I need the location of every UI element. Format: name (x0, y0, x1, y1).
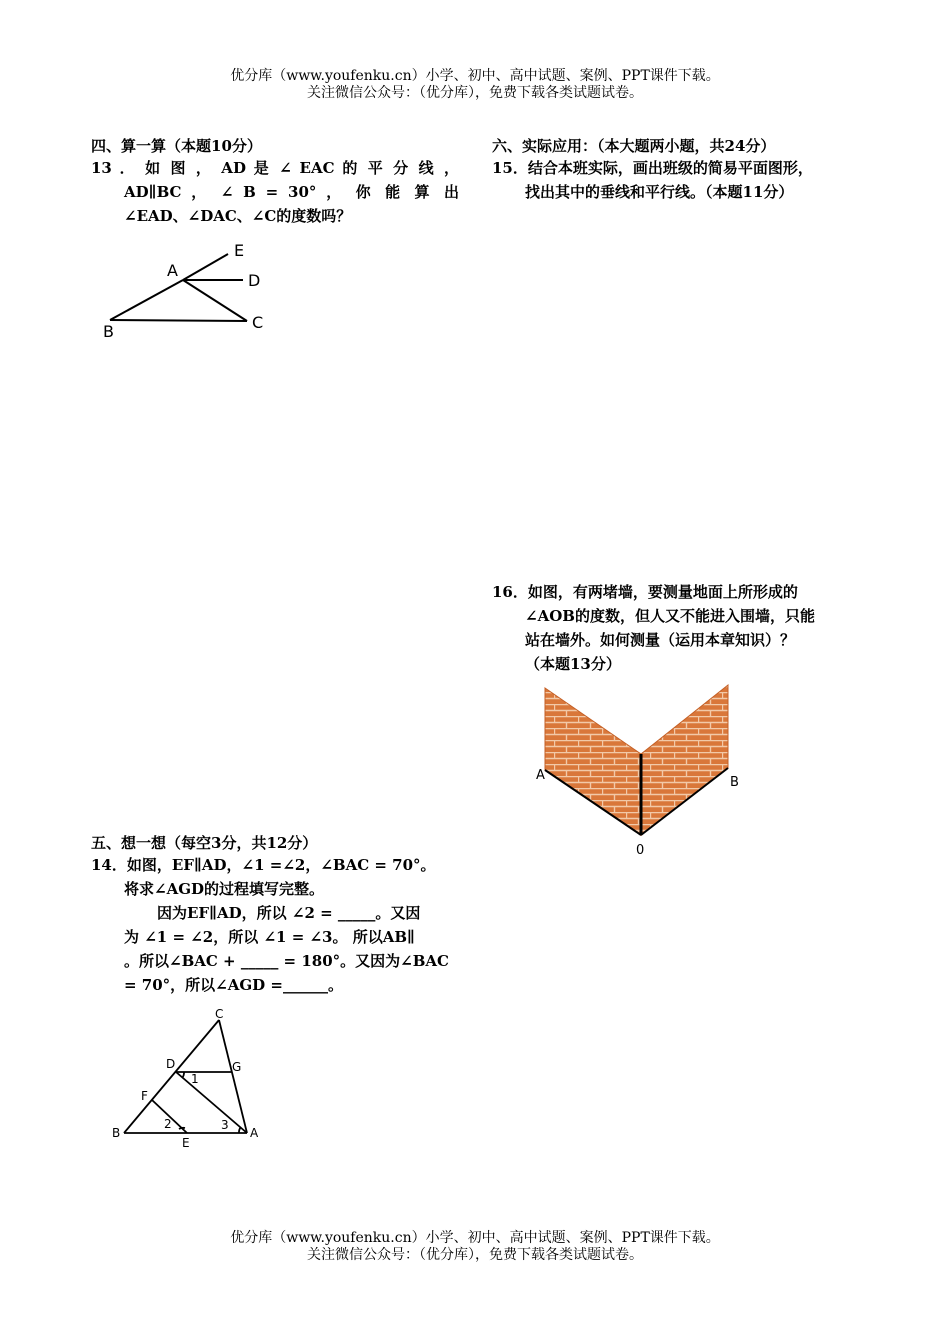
label-b: B (103, 322, 114, 341)
label-e: E (182, 1136, 190, 1150)
page-header (0, 68, 950, 102)
question-14 (91, 853, 463, 997)
question-13 (91, 156, 459, 228)
footer-line-2: 关注微信公众号：（优分库），免费下载各类试题试卷。 (307, 1247, 643, 1263)
angle-1-label: 1 (191, 1072, 199, 1086)
figure-13-triangle (95, 235, 285, 345)
label-c: C (252, 313, 264, 332)
segment-ae (183, 254, 228, 280)
angle-1-arc (182, 1072, 184, 1078)
section-4-title: 四、算一算（本题10分） (91, 137, 262, 155)
question-16 (492, 580, 862, 676)
q14-line-1: 14．如图，EF∥AD，∠1 =∠2，∠BAC = 70°。 (91, 856, 436, 874)
label-b: B (112, 1126, 121, 1140)
label-g: G (232, 1060, 242, 1074)
right-wall (641, 685, 728, 835)
q14-line-2: 将求∠AGD的过程填写完整。 (124, 880, 325, 898)
q16-line-2: ∠AOB的度数，但人又不能进入围墙，只能 (525, 607, 815, 625)
q14-line-4: 为 ∠1 = ∠2，所以 ∠1 = ∠3。 所以AB∥ (124, 928, 415, 946)
angle-3-label: 3 (221, 1118, 229, 1132)
label-d: D (248, 271, 261, 290)
section-6-title: 六、实际应用：（本大题两小题，共24分） (492, 137, 776, 155)
label-a: A (250, 1126, 259, 1140)
label-c: C (215, 1007, 224, 1021)
q14-line-5: 。所以∠BAC + _____ = 180°。又因为∠BAC (124, 952, 449, 970)
header-line-1: 优分库（www.youfenku.cn）小学、初中、高中试题、案例、PPT课件下载。 (230, 68, 720, 84)
label-a: A (167, 261, 178, 280)
page-footer (0, 1230, 950, 1264)
segment-ac (183, 280, 247, 321)
section-5-title: 五、想一想（每空3分，共12分） (91, 834, 318, 852)
q14-line-3: 因为EF∥AD，所以 ∠2 = _____。又因 (157, 904, 421, 922)
angle-3-arc (239, 1127, 241, 1133)
angle-2-label: 2 (164, 1117, 172, 1131)
q16-line-1: 16．如图，有两堵墙，要测量地面上所形成的 (492, 583, 798, 601)
q16-line-4: （本题13分） (525, 655, 621, 673)
segment-da (176, 1072, 247, 1133)
segment-ba (110, 280, 183, 320)
label-b: B (730, 775, 739, 790)
q13-line-2: AD∥BC ， ∠ B = 30° ， 你 能 算 出 (124, 183, 459, 201)
q15-line-1: 15．结合本班实际，画出班级的简易平面图形， (492, 159, 813, 177)
q14-line-6: = 70°，所以∠AGD =______。 (124, 976, 343, 994)
header-line-2: 关注微信公众号：（优分库），免费下载各类试题试卷。 (307, 85, 643, 101)
q16-line-3: 站在墙外。如何测量（运用本章知识）？ (525, 631, 796, 649)
label-d: D (166, 1057, 176, 1071)
question-15 (492, 156, 862, 204)
segment-bc (110, 320, 247, 321)
label-e: E (234, 241, 245, 260)
footer-line-1: 优分库（www.youfenku.cn）小学、初中、高中试题、案例、PPT课件下载。 (230, 1230, 720, 1246)
label-o: 0 (636, 843, 645, 858)
q13-line-1: 13 ． 如 图 ， AD 是 ∠ EAC 的 平 分 线 ， (91, 159, 459, 177)
side-ca (219, 1020, 247, 1133)
label-f: F (141, 1089, 148, 1103)
left-wall (545, 688, 641, 835)
label-a: A (536, 768, 545, 783)
figure-14-triangle (108, 1008, 273, 1153)
q15-line-2: 找出其中的垂线和平行线。（本题11分） (525, 183, 794, 201)
q13-line-3: ∠EAD、∠DAC、∠C的度数吗？ (124, 207, 352, 225)
figure-16-walls (530, 680, 740, 860)
